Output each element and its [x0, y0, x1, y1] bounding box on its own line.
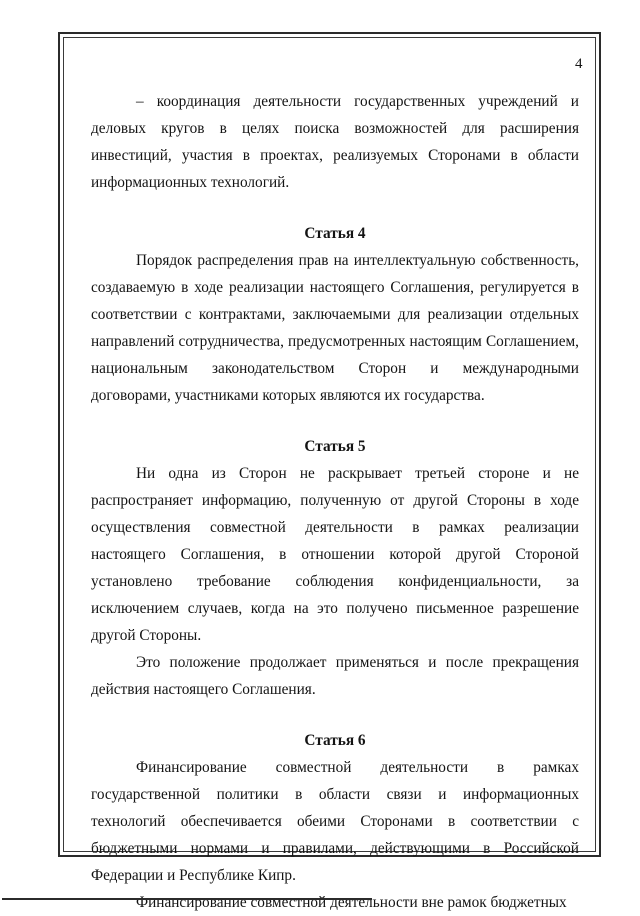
article-5-heading: Статья 5: [304, 438, 366, 455]
article-6-heading: Статья 6: [304, 732, 366, 749]
article-4-heading: Статья 4: [304, 225, 366, 242]
article-6-paragraph-1: Финансирование совместной деятельности в рамках государственной политики в области связи и информационных технологий обеспечивается обеими Сторонами в соответствии с бюджетными нормами и правилами, действующими в Российской Федерации и Республике Кипр.: [91, 759, 579, 884]
bottom-rule: [2, 898, 372, 900]
article-4-paragraph-1: Порядок распределения прав на интеллектуальную собственность, создаваемую в ходе реализации настоящего Соглашения, регулируется в соответствии с контрактами, заключаемыми для реализации отдельных направлений сотрудничества, предусмотренных настоящим Соглашением, национальным законодательством Сторон и международными договорами, участниками которых являются их государства.: [91, 252, 579, 404]
document-body: [91, 88, 579, 916]
article-6-paragraph-2: Финансирование совместной деятельности вне рамок бюджетных: [136, 894, 567, 911]
page-number: 4: [575, 56, 583, 72]
article-5-paragraph-1: Ни одна из Сторон не раскрывает третьей стороне и не распространяет информацию, полученную от другой Стороны в ходе осуществления совместной деятельности в рамках реализации настоящего Соглашения, в отношении которой другой Стороной установлено требование соблюдения конфиденциальности, за исключением случаев, когда на это получено письменное разрешение другой Стороны.: [91, 465, 579, 644]
article-5-paragraph-2: Это положение продолжает применяться и после прекращения действия настоящего Соглашения.: [91, 654, 579, 698]
intro-paragraph: – координация деятельности государственных учреждений и деловых кругов в целях поиска возможностей для расширения инвестиций, участия в проектах, реализуемых Сторонами в области информационных технологий.: [91, 93, 579, 191]
